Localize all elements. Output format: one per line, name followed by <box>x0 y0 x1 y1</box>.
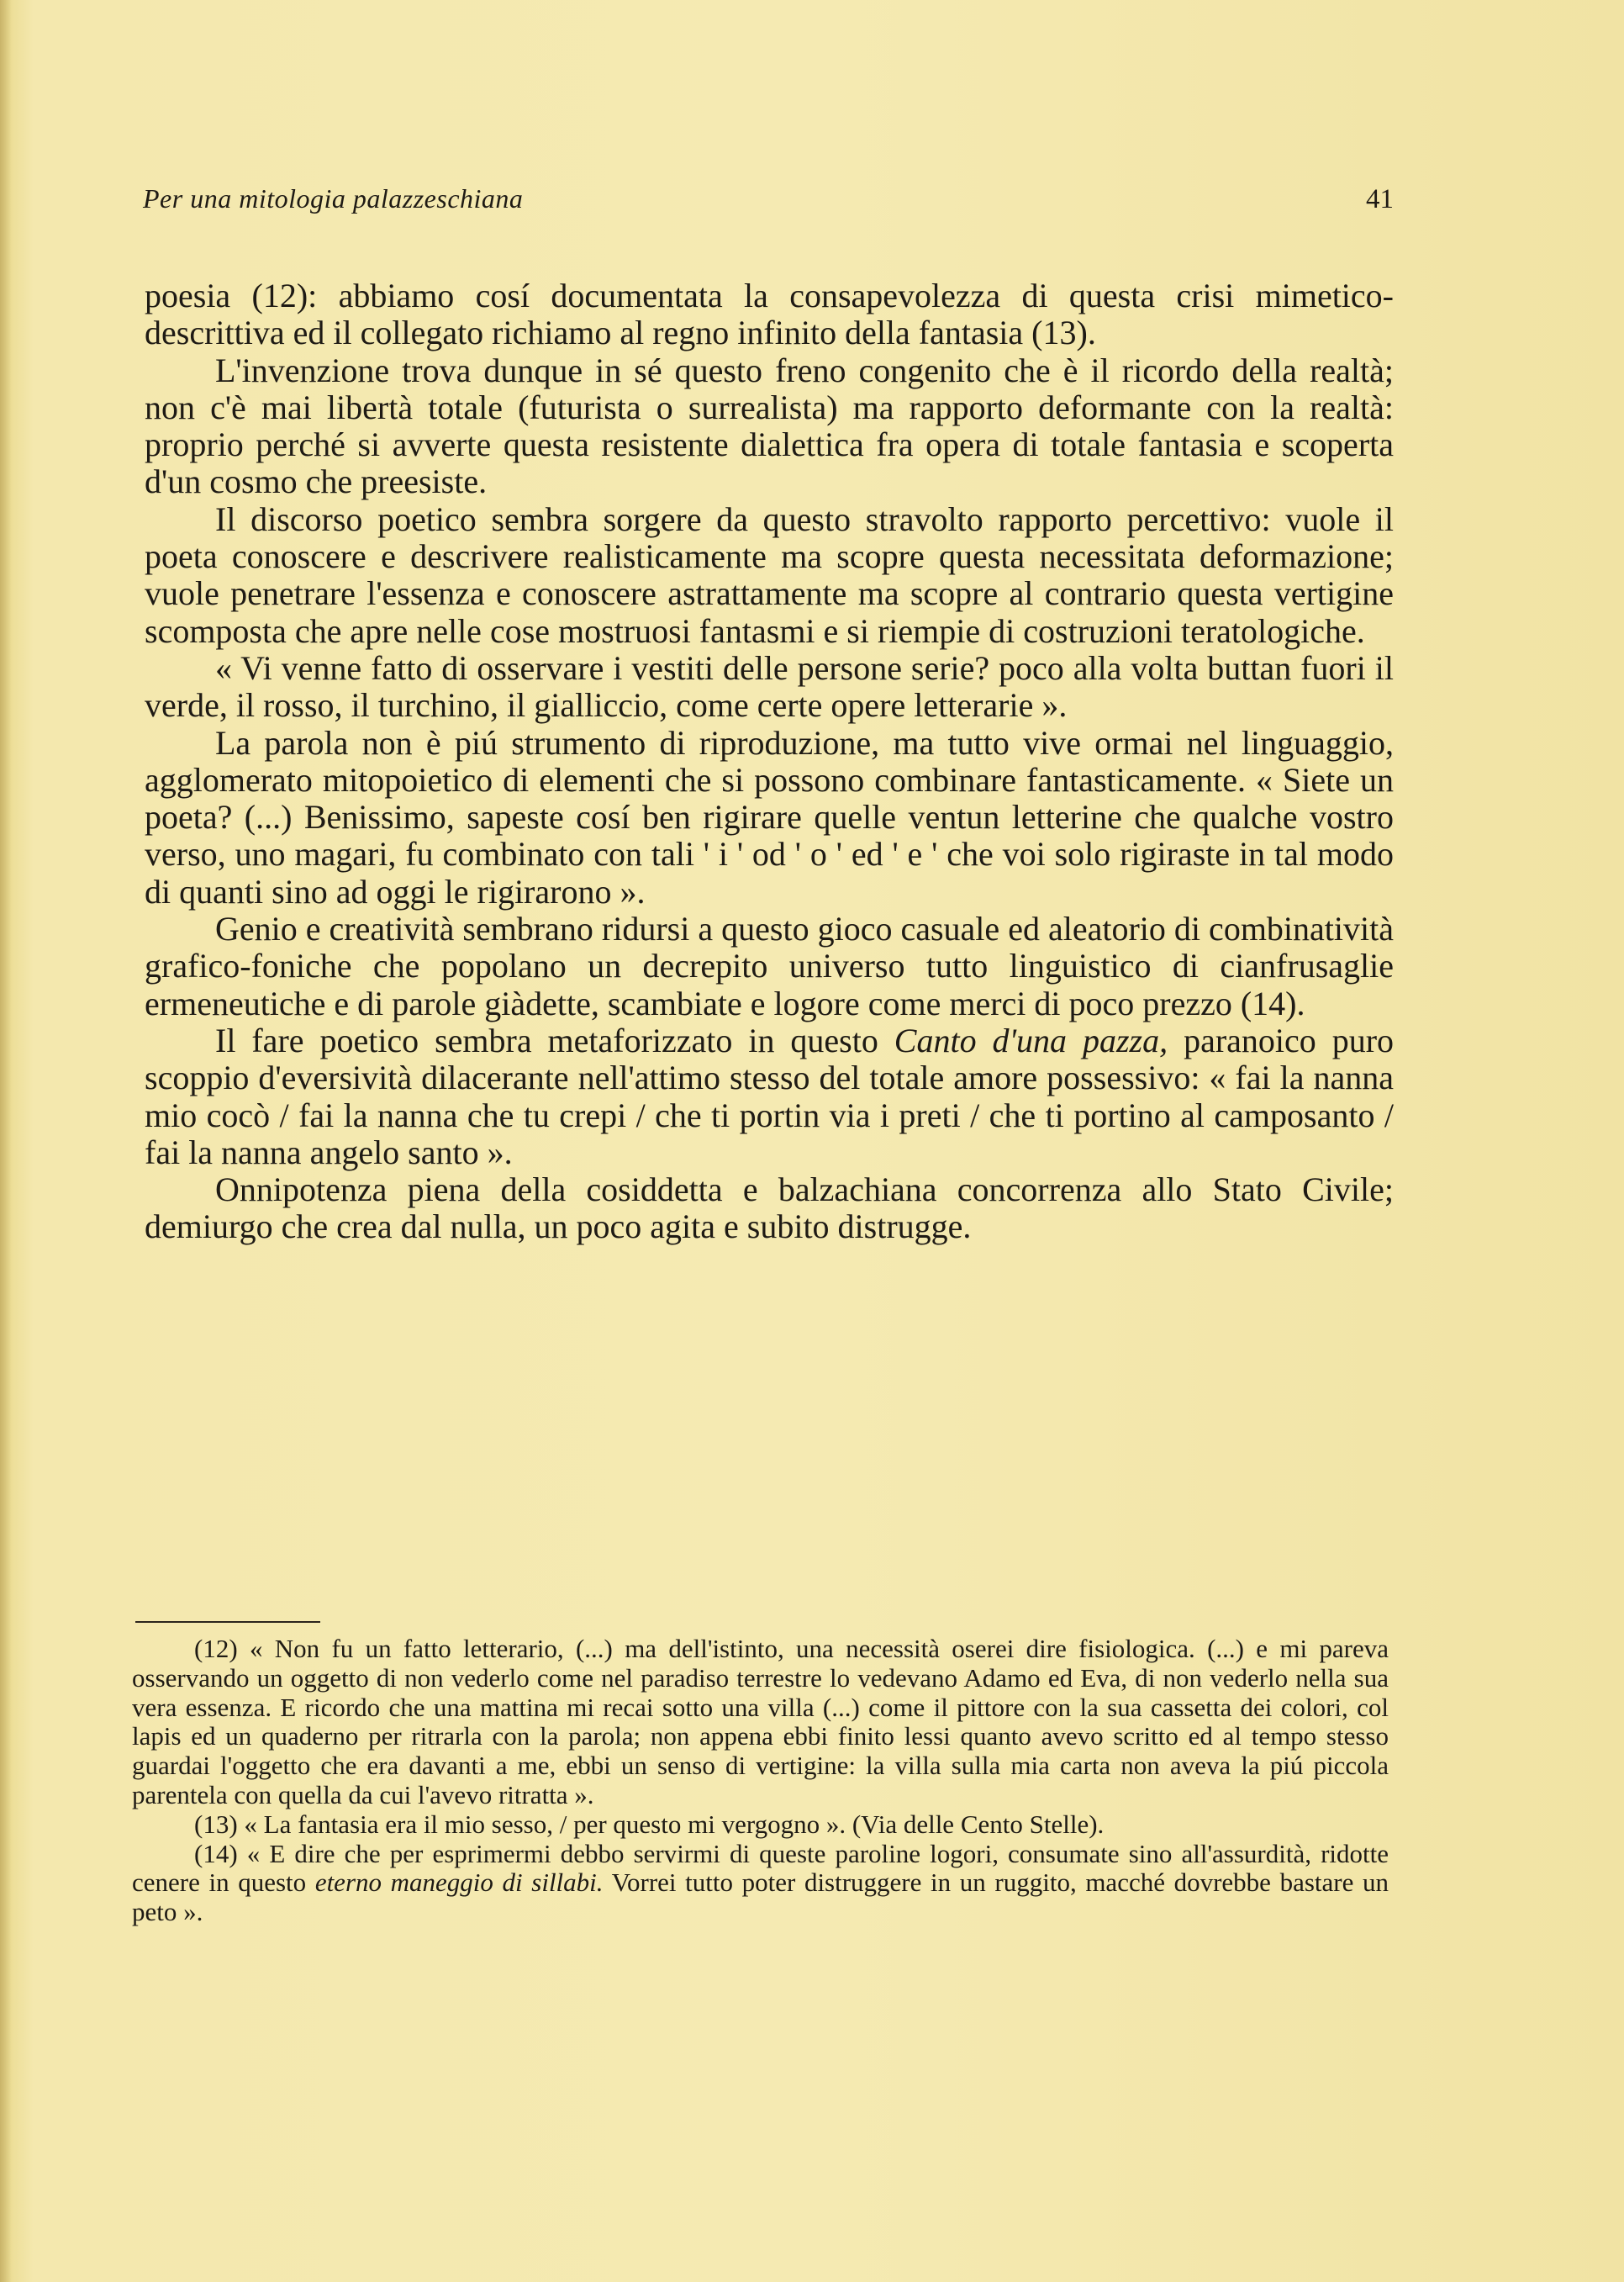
footnote-separator <box>135 1621 320 1623</box>
paragraph-1: poesia (12): abbiamo cosí documentata la consapevolezza di questa crisi mimetico-descrittiva ed il collegato richiamo al regno infinito della fantasia (13). <box>145 277 1394 352</box>
footnote-13: (13) « La fantasia era il mio sesso, / per questo mi vergogno ». (Via delle Cento Stelle). <box>194 1809 1105 1839</box>
page-edge-shadow <box>0 0 12 2282</box>
running-title: Per una mitologia palazzeschiana <box>143 183 524 214</box>
paragraph-7 <box>145 1022 1394 1171</box>
footnote-14-rest: Vorrei tutto poter distruggere in un ruggito, macché dovrebbe bastare un peto ». <box>132 1867 1389 1927</box>
paragraph-5: La parola non è piú strumento di riproduzione, ma tutto vive ormai nel linguaggio, agglomerato mitopoietico di elementi che si possono combinare fantasticamente. « Siete un poeta? (...) Benissimo, sapeste cosí ben rigirare quelle ventun letterine che qualche vostro verso, uno magari, fu combinato con tali ' i ' od ' o ' ed ' e ' che voi solo rigiraste in tal modo di quanti sino ad oggi le rigirarono ». <box>145 723 1394 911</box>
paragraph-7-lead: Il fare poetico sembra metaforizzato in questo <box>215 1021 878 1059</box>
footnote-14-italic: eterno maneggio di sillabi. <box>314 1867 604 1898</box>
paragraph-8: Onnipotenza piena della cosiddetta e balzachiana concorrenza allo Stato Civile; demiurgo che crea dal nulla, un poco agita e subito distrugge. <box>145 1170 1394 1246</box>
running-header <box>143 183 1394 215</box>
paragraph-3: Il discorso poetico sembra sorgere da questo stravolto rapporto percettivo: vuole il poeta conoscere e descrivere realisticamente ma scopre questa necessitata deformazione; vuole penetrare l'essenza e conoscere astrattamente ma scopre al contrario questa vertigine scomposta che apre nelle cose mostruosi fantasmi e si riempie di costruzioni teratologiche. <box>145 499 1394 650</box>
footnotes <box>132 1635 1389 1927</box>
footnote-12: (12) « Non fu un fatto letterario, (...) ma dell'istinto, una necessità oserei dire fisiologica. (...) e mi pareva osservando un oggetto di non vederlo come nel paradiso terrestre lo vedevano Adamo ed Eva, di non vederlo nella sua vera essenza. E ricordo che una mattina mi recai sotto una villa (...) come il pittore con la sua cassetta dei colori, col lapis ed un quaderno per ritrarla con la parola; non appena ebbi finito lessi quanto avevo scritto ed al tempo stesso guardai l'oggetto che era davanti a me, ebbi un senso di vertigine: la villa sulla mia carta non aveva la piú piccola parentela con quella da cui l'avevo ritratta ». <box>132 1634 1389 1809</box>
footnote-14 <box>132 1840 1389 1927</box>
main-text <box>145 277 1394 1246</box>
paragraph-2: L'invenzione trova dunque in sé questo freno congenito che è il ricordo della realtà; non c'è mai libertà totale (futurista o surrealista) ma rapporto deformante con la realtà: proprio perché si avverte questa resistente dialettica fra opera di totale fantasia e scoperta d'un cosmo che preesiste. <box>145 351 1394 501</box>
paragraph-7-title: Canto d'una pazza, <box>894 1021 1168 1059</box>
paragraph-7-rest: paranoico puro scoppio d'eversività dilacerante nell'attimo stesso del totale amore possessivo: « fai la nanna mio cocò / fai la nanna che tu crepi / che ti portin via i preti / che ti portino al camposanto / fai la nanna angelo santo ». <box>145 1021 1395 1171</box>
page-number: 41 <box>1366 184 1394 214</box>
footnote-14-lead: (14) « E dire che per esprimermi debbo servirmi di queste paroline logori, consumate sino all'assurdità, ridotte cenere in questo <box>132 1838 1389 1898</box>
paragraph-6: Genio e creatività sembrano ridursi a questo gioco casuale ed aleatorio di combinatività grafico-foniche che popolano un decrepito universo tutto linguistico di cianfrusaglie ermeneutiche e di parole giàdette, scambiate e logore come merci di poco prezzo (14). <box>145 910 1394 1022</box>
paragraph-4-quote: « Vi venne fatto di osservare i vestiti delle persone serie? poco alla volta buttan fuori il verde, il rosso, il turchino, il gialliccio, come certe opere letterarie ». <box>145 648 1394 725</box>
